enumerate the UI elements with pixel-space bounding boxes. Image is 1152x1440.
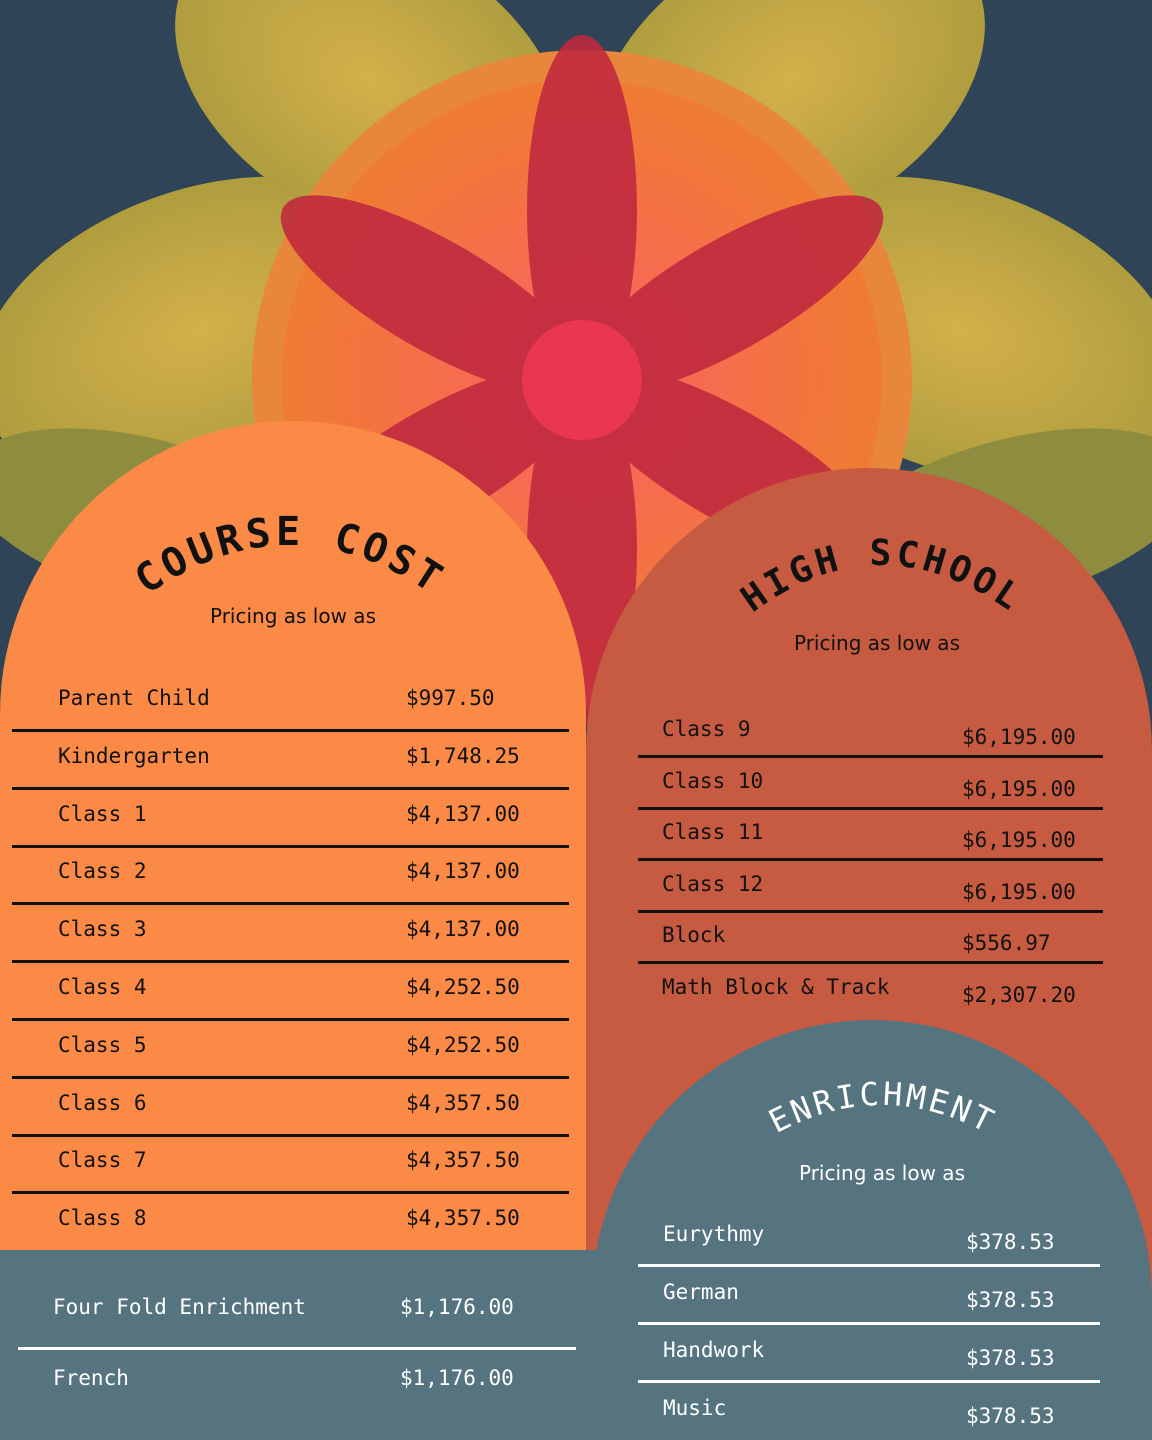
row-divider	[12, 1076, 569, 1079]
row-label: Four Fold Enrichment	[53, 1295, 306, 1319]
row-divider	[12, 1018, 569, 1021]
row-divider	[638, 1264, 1100, 1267]
row-price: $6,195.00	[962, 828, 1076, 852]
row-price: $6,195.00	[962, 776, 1076, 801]
row-price: $378.53	[966, 1404, 1055, 1428]
row-price: $6,195.00	[962, 725, 1076, 749]
row-price: $997.50	[406, 686, 495, 710]
row-label: French	[53, 1366, 129, 1390]
row-label: Class 2	[58, 859, 147, 884]
row-label: Math Block & Track	[662, 974, 890, 999]
row-divider	[12, 960, 569, 963]
row-label: Class 5	[58, 1032, 147, 1057]
row-label: Parent Child	[58, 686, 210, 710]
row-divider	[12, 845, 569, 848]
row-price: $4,357.50	[406, 1090, 520, 1115]
row-price: $4,357.50	[406, 1206, 520, 1231]
row-divider	[638, 910, 1103, 913]
row-divider	[18, 1347, 576, 1350]
enrichment-title	[730, 1050, 1030, 1160]
row-label: Class 3	[58, 917, 147, 942]
enrichment-subtitle: Pricing as low as	[799, 1161, 965, 1185]
row-divider	[12, 1134, 569, 1137]
svg-text:ENRICHMENT: ENRICHMENT	[762, 1074, 1002, 1142]
row-label: Class 11	[662, 820, 764, 844]
row-price: $378.53	[966, 1230, 1055, 1254]
row-price: $4,252.50	[406, 975, 520, 999]
row-label: Class 1	[58, 801, 147, 826]
row-label: Eurythmy	[663, 1222, 765, 1246]
row-price: $6,195.00	[962, 879, 1076, 904]
row-label: German	[663, 1280, 739, 1304]
row-price: $1,748.25	[406, 743, 520, 768]
high-school-title	[720, 505, 1040, 635]
row-label: Class 7	[58, 1148, 147, 1173]
row-price: $4,357.50	[406, 1148, 520, 1173]
row-divider	[638, 961, 1103, 964]
row-price: $4,137.00	[406, 801, 520, 826]
row-label: Class 12	[662, 871, 764, 896]
row-price: $4,137.00	[406, 859, 520, 884]
row-divider	[638, 1380, 1100, 1383]
row-label: Kindergarten	[58, 743, 210, 768]
row-label: Class 9	[662, 717, 751, 741]
row-divider	[12, 902, 569, 905]
row-price: $378.53	[966, 1346, 1055, 1370]
row-price: $1,176.00	[400, 1366, 514, 1390]
svg-text:HIGH SCHOOL: HIGH SCHOOL	[733, 532, 1031, 621]
row-price: $4,137.00	[406, 917, 520, 942]
svg-text:COURSE COST: COURSE COST	[126, 509, 454, 604]
high-school-subtitle: Pricing as low as	[794, 631, 960, 655]
course-cost-subtitle: Pricing as low as	[210, 604, 376, 628]
row-price: $4,252.50	[406, 1032, 520, 1057]
row-price: $2,307.20	[962, 982, 1076, 1007]
row-divider	[638, 1322, 1100, 1325]
row-label: Class 10	[662, 768, 764, 793]
row-divider	[12, 787, 569, 790]
row-divider	[12, 729, 569, 732]
row-label: Handwork	[663, 1338, 765, 1362]
row-price: $1,176.00	[400, 1295, 514, 1319]
row-divider	[12, 1191, 569, 1194]
row-divider	[638, 807, 1103, 810]
row-price: $556.97	[962, 931, 1051, 955]
row-label: Class 4	[58, 975, 147, 999]
row-label: Class 6	[58, 1090, 147, 1115]
row-label: Class 8	[58, 1206, 147, 1231]
row-price: $378.53	[966, 1288, 1055, 1312]
row-label: Block	[662, 923, 726, 947]
extras-band	[0, 1250, 600, 1440]
row-label: Music	[663, 1396, 727, 1420]
row-divider	[638, 755, 1103, 758]
row-divider	[638, 858, 1103, 861]
